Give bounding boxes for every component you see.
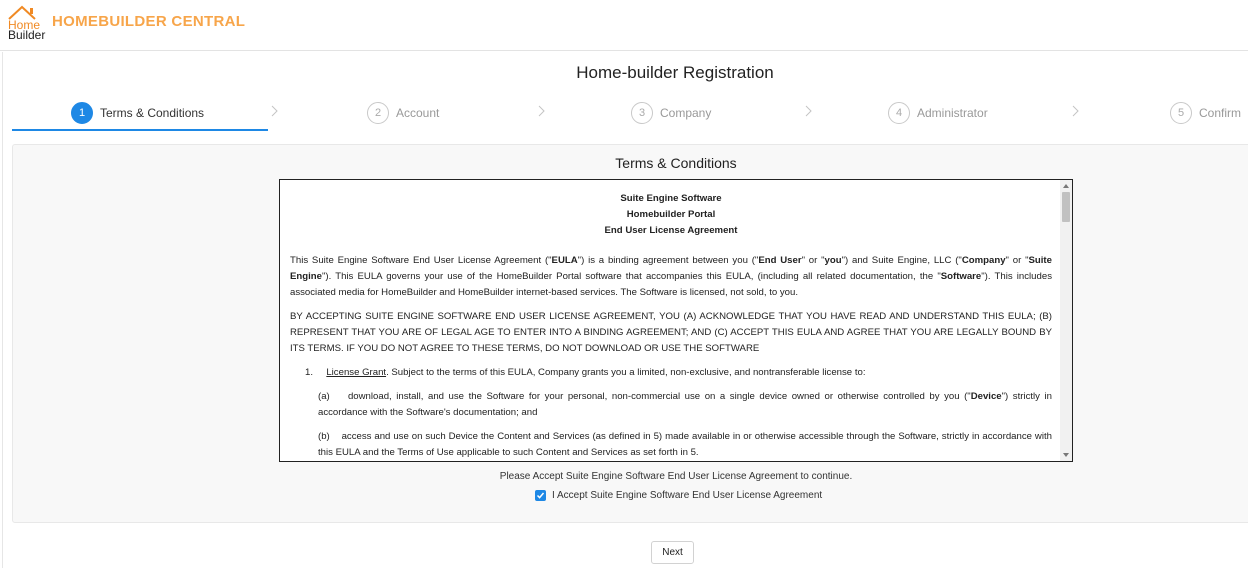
eula-acceptance-paragraph: BY ACCEPTING SUITE ENGINE SOFTWARE END USER LICENSE AGREEMENT, YOU (A) ACKNOWLEDGE THAT YOU HAVE READ AND UNDERSTAND THIS EULA; (B) REPRESENT THAT YOU ARE OF LEGAL AGE TO ENTER INTO A BINDING AGREEMENT; AND (C) ACCEPT THIS EULA AND AGREE THAT YOU ARE LEGALLY BOUND BY ITS TERMS. IF YOU DO NOT AGREE TO THESE TERMS, DO NOT DOWNLOAD OR USE THE SOFTWARE (290, 311, 1052, 354)
homebuilder-logo[interactable] (6, 4, 44, 42)
eula-scroll-box[interactable] (279, 179, 1073, 462)
panel-title: Terms & Conditions (615, 155, 737, 171)
chevron-right-icon (1068, 104, 1082, 118)
eula-intro-paragraph: This Suite Engine Software End User License Agreement ("EULA") is a binding agreement between you ("End User" or "you") and Suite Engine, LLC ("Company" or "Suite Engine"). This EULA governs your use of the HomeBuilder Portal software that accompanies this EULA, (including all related documentation, the "Software"). This includes associated media for HomeBuilder and HomeBuilder internet-based services. The Software is licensed, not sold, to you. (290, 255, 1052, 298)
eula-heading-portal: Homebuilder Portal (626, 209, 716, 220)
accept-eula-label[interactable]: I Accept Suite Engine Software End User License Agreement (552, 490, 823, 501)
accept-instruction: Please Accept Suite Engine Software End User License Agreement to continue. (499, 471, 853, 482)
step-number-badge: 3 (631, 102, 653, 124)
app-header (0, 0, 1248, 51)
step-administrator[interactable] (888, 98, 988, 128)
step-account[interactable] (367, 98, 439, 128)
step-company[interactable] (631, 98, 711, 128)
chevron-right-icon (534, 104, 548, 118)
step-label: Account (396, 106, 440, 120)
eula-heading-agreement: End User License Agreement (604, 225, 738, 236)
terms-panel (12, 144, 1248, 523)
active-step-indicator (12, 129, 268, 131)
eula-content (290, 191, 1052, 461)
scroll-thumb[interactable] (1062, 192, 1070, 222)
accept-eula-checkbox[interactable] (535, 490, 546, 501)
logo-builder-text: Builder (8, 28, 46, 42)
eula-clause-license-grant: 1. License Grant. Subject to the terms of this EULA, Company grants you a limited, non-exclusive, and nontransferable license to: (305, 367, 866, 378)
step-number-badge: 4 (888, 102, 910, 124)
chevron-right-icon (267, 104, 281, 118)
step-number-badge: 2 (367, 102, 389, 124)
eula-scrollbar[interactable] (1060, 180, 1072, 461)
app-title: HOMEBUILDER CENTRAL (52, 13, 246, 30)
step-number-badge: 5 (1170, 102, 1192, 124)
step-number-badge: 1 (71, 102, 93, 124)
registration-steps (0, 98, 1248, 134)
step-terms-conditions[interactable] (71, 98, 204, 128)
accept-eula-row[interactable] (535, 490, 822, 501)
chevron-right-icon (801, 104, 815, 118)
step-label: Administrator (917, 106, 988, 120)
step-label: Terms & Conditions (100, 106, 205, 120)
step-label: Confirm (1199, 106, 1242, 120)
next-button[interactable]: Next (651, 541, 694, 564)
checkmark-icon (536, 491, 545, 500)
eula-subclause-a: (a) download, install, and use the Software for your personal, non-commercial use on a single device owned or otherwise controlled by you ("Device") strictly in accordance with the Software's documentation; and (318, 391, 1052, 418)
step-confirm[interactable] (1170, 98, 1241, 128)
logo-home-text: Home (8, 18, 41, 32)
scroll-up-arrow-icon[interactable] (1063, 184, 1069, 188)
eula-heading-company: Suite Engine Software (620, 193, 722, 204)
eula-subclause-b: (b) access and use on such Device the Content and Services (as defined in 5) made available in or otherwise accessible through the Software, strictly in accordance with this EULA and the Terms of Use applicable to such Content and Services as set forth in 5. (318, 431, 1052, 458)
scroll-down-arrow-icon[interactable] (1063, 453, 1069, 457)
step-label: Company (660, 106, 712, 120)
page-title: Home-builder Registration (576, 63, 774, 82)
